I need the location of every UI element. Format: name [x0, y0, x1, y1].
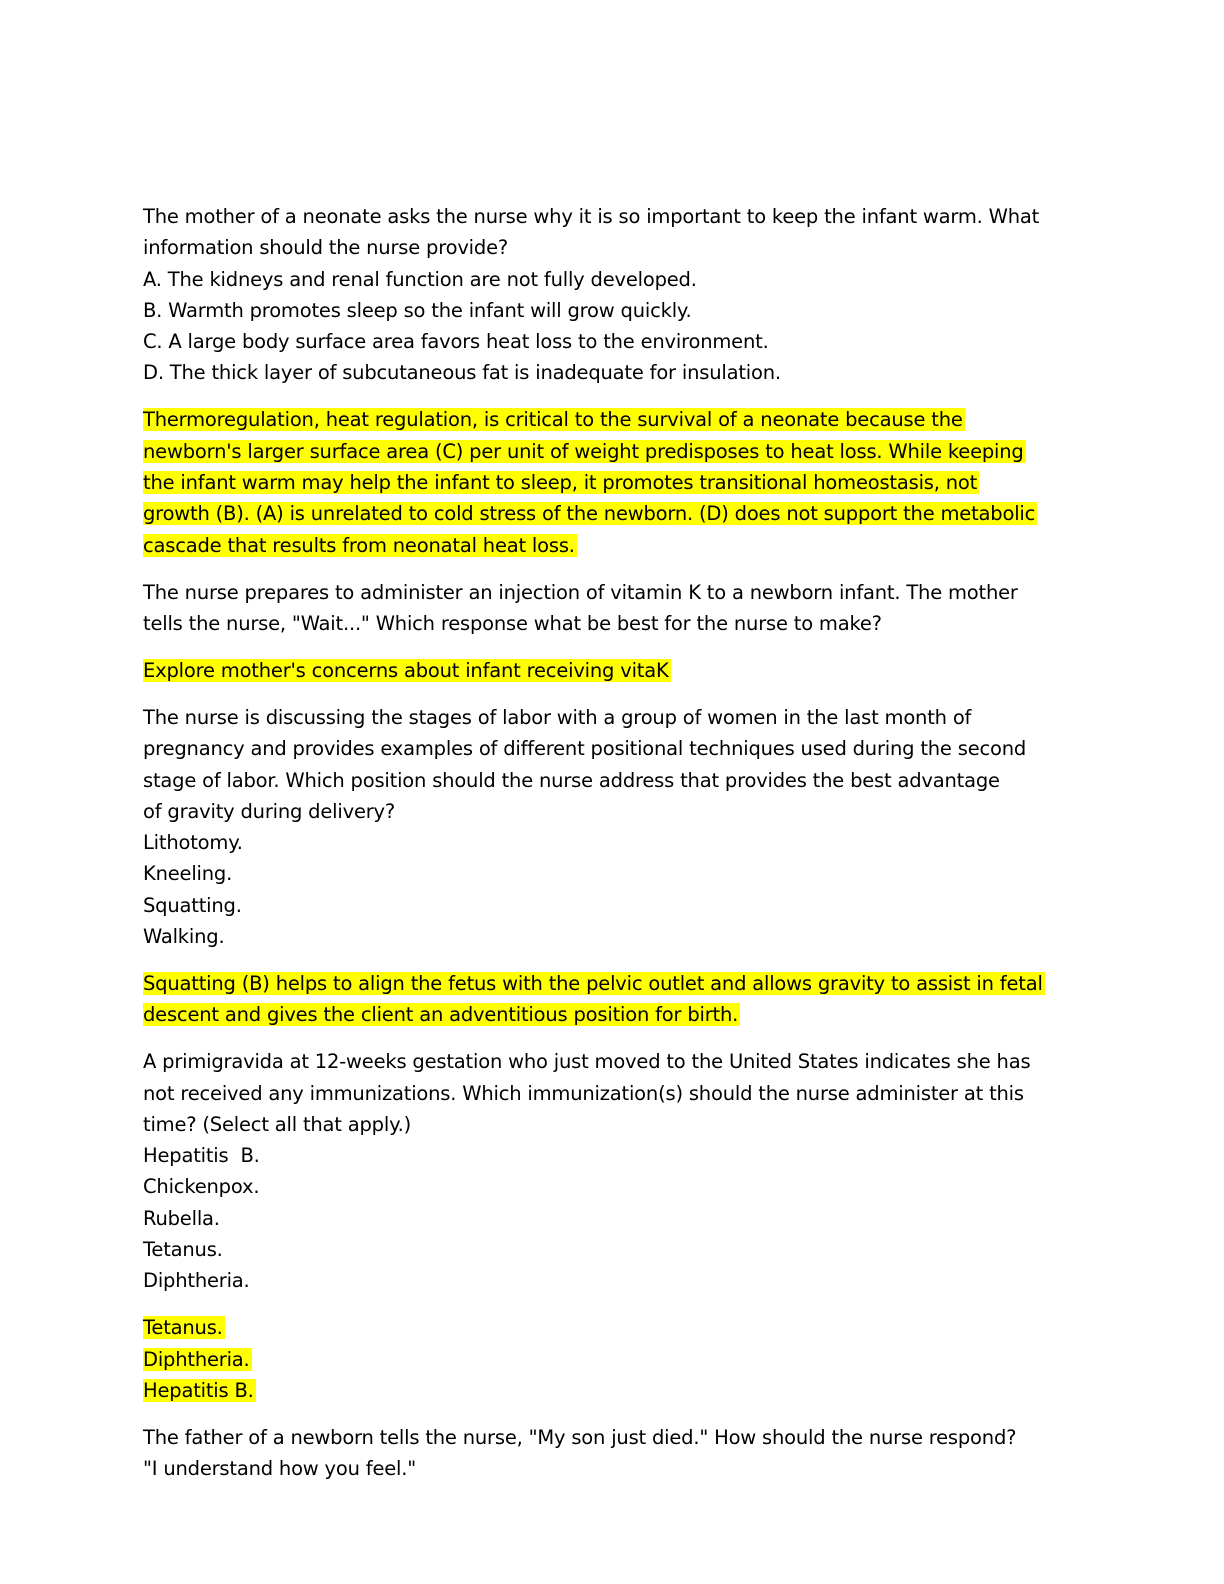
question-text: time? (Select all that apply.) [143, 1112, 412, 1136]
answer-labor-position [143, 968, 1083, 1031]
answer-option: Rubella. [143, 1206, 220, 1230]
document-body [143, 201, 1083, 1500]
highlighted-answer-text: Hepatitis B. [143, 1378, 254, 1402]
question-immunizations [143, 1046, 1083, 1296]
answer-option: B. Warmth promotes sleep so the infant will grow quickly. [143, 298, 692, 322]
highlighted-answer-text: Squatting (B) helps to align the fetus with the pelvic outlet and allows gravity to assist in fetal [143, 971, 1043, 995]
answer-option: Squatting. [143, 893, 242, 917]
highlighted-answer-text: the infant warm may help the infant to sleep, it promotes transitional homeostasis, not [143, 471, 978, 495]
answer-option: Walking. [143, 924, 225, 948]
answer-vitamin-k [143, 655, 1083, 686]
answer-option: "I understand how you feel." [143, 1457, 417, 1481]
answer-option: Hepatitis B. [143, 1144, 260, 1168]
highlighted-answer-text: newborn's larger surface area (C) per unit of weight predisposes to heat loss. While keeping [143, 439, 1024, 463]
question-text: information should the nurse provide? [143, 236, 509, 260]
highlighted-answer-text: descent and gives the client an adventitious position for birth. [143, 1003, 739, 1027]
question-text: The nurse prepares to administer an injection of vitamin K to a newborn infant. The mother [143, 580, 1018, 604]
highlighted-answer-text: growth (B). (A) is unrelated to cold stress of the newborn. (D) does not support the metabolic [143, 502, 1036, 526]
highlighted-answer-text: Explore mother's concerns about infant receiving vitaK [143, 658, 669, 682]
highlighted-answer-text: Diphtheria. [143, 1347, 250, 1371]
question-labor-position [143, 702, 1083, 952]
answer-option: C. A large body surface area favors heat loss to the environment. [143, 330, 769, 354]
answer-option: Tetanus. [143, 1238, 223, 1262]
highlighted-answer-text: Thermoregulation, heat regulation, is critical to the survival of a neonate because the [143, 408, 963, 432]
question-newborn-death [143, 1422, 1083, 1485]
question-text: stage of labor. Which position should the nurse address that provides the best advantage [143, 768, 1000, 792]
answer-thermoregulation [143, 404, 1083, 560]
question-thermoregulation [143, 201, 1083, 389]
answer-option: Chickenpox. [143, 1175, 260, 1199]
question-text: of gravity during delivery? [143, 799, 396, 823]
question-text: tells the nurse, "Wait..." Which response what be best for the nurse to make? [143, 611, 882, 635]
answer-immunizations [143, 1312, 1083, 1406]
answer-option: Lithotomy. [143, 831, 243, 855]
highlighted-answer-text: cascade that results from neonatal heat loss. [143, 533, 575, 557]
question-vitamin-k [143, 577, 1083, 640]
question-text: not received any immunizations. Which immunization(s) should the nurse administer at this [143, 1081, 1024, 1105]
answer-option: Kneeling. [143, 862, 233, 886]
question-text: The father of a newborn tells the nurse, "My son just died." How should the nurse respond? [143, 1425, 1017, 1449]
answer-option: D. The thick layer of subcutaneous fat is inadequate for insulation. [143, 361, 781, 385]
answer-option: A. The kidneys and renal function are not fully developed. [143, 267, 697, 291]
highlighted-answer-text: Tetanus. [143, 1316, 223, 1340]
answer-option: Diphtheria. [143, 1269, 250, 1293]
question-text: The mother of a neonate asks the nurse why it is so important to keep the infant warm. What [143, 205, 1040, 228]
question-text: A primigravida at 12-weeks gestation who just moved to the United States indicates she has [143, 1050, 1031, 1074]
question-text: pregnancy and provides examples of different positional techniques used during the second [143, 737, 1027, 761]
question-text: The nurse is discussing the stages of labor with a group of women in the last month of [143, 705, 972, 729]
